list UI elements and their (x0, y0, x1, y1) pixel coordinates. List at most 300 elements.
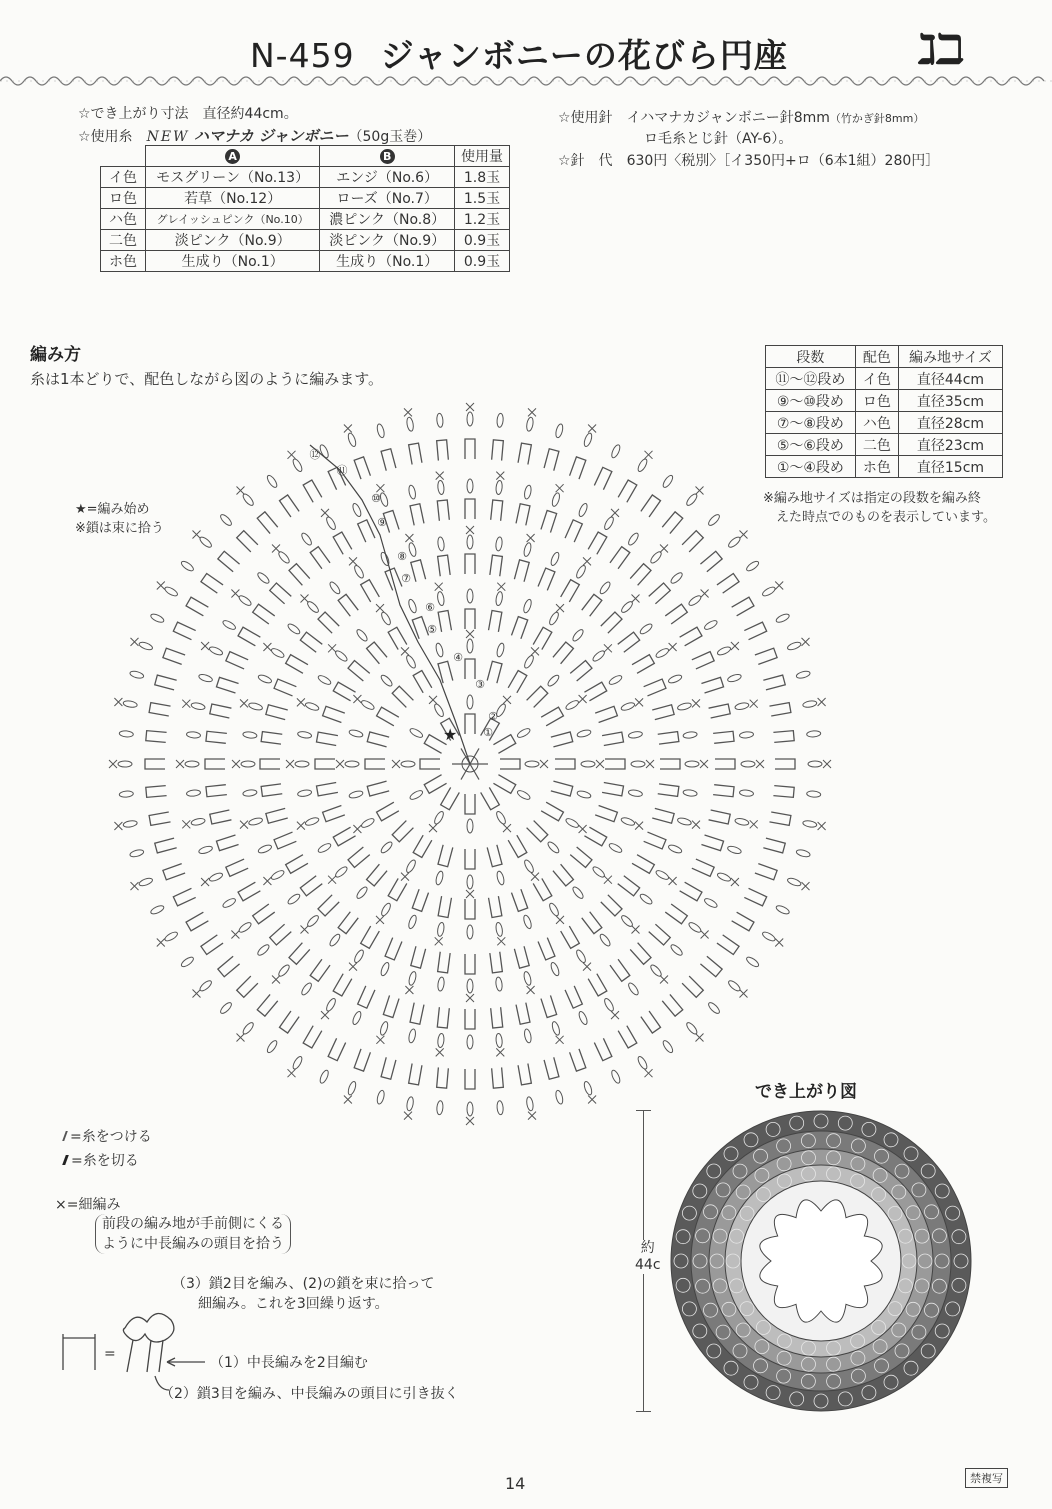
chain-stitch (437, 977, 445, 992)
chain-stitch (548, 611, 560, 626)
chain-stitch (727, 535, 742, 549)
chain-stitch (707, 1001, 721, 1015)
chain-stitch (603, 516, 615, 531)
hdc-stitch (601, 895, 622, 916)
sc-stitch (632, 926, 640, 934)
hdc-stitch (385, 938, 402, 960)
hdc-stitch (300, 876, 322, 896)
chain-stitch (467, 819, 473, 833)
chain-stitch (243, 789, 258, 797)
hdc-stitch (595, 805, 617, 821)
hdc-stitch (365, 759, 385, 769)
chain-stitch (603, 997, 615, 1012)
hdc-stitch (553, 642, 574, 664)
sc-stitch (556, 604, 564, 612)
chain-stitch (317, 674, 332, 686)
hdc-symbol-left (63, 1334, 95, 1370)
chain-stitch (257, 674, 272, 685)
chain-stitch (495, 922, 503, 937)
chain-stitch (353, 949, 365, 964)
hdc-stitch (465, 714, 475, 734)
hdc-stitch (361, 580, 380, 602)
needle-label: ☆使用針 (558, 110, 613, 126)
sc-stitch (193, 531, 201, 539)
hdc-stitch (438, 555, 451, 576)
hdc-stitch (544, 449, 559, 471)
chain-stitch (164, 585, 179, 597)
hdc-stitch (665, 904, 687, 924)
round-label-12: ⑫ (309, 448, 321, 461)
chain-stitch (734, 817, 749, 826)
hdc-stitch (541, 707, 563, 726)
hdc-stitch (538, 938, 555, 960)
needle-1-note: （竹かぎ針8mm） (829, 112, 925, 125)
chain-stitch (669, 571, 683, 585)
sc-stitch (182, 820, 190, 828)
chain-stitch (806, 730, 820, 737)
chain-stitch (550, 961, 561, 976)
chain-stitch (727, 845, 742, 855)
sc-stitch (344, 1096, 352, 1104)
sc-stitch (802, 638, 810, 646)
hdc-stitch (492, 1067, 504, 1088)
hdc-stitch (744, 888, 766, 906)
yarn-info (78, 125, 431, 146)
chain-stitch (677, 817, 692, 826)
hdc-stitch (775, 759, 795, 769)
hdc-stitch (491, 1007, 503, 1028)
legend-step2: （2）鎖3目を編み、中長編みの頭目に引き抜く (160, 1386, 459, 1402)
hdc-stitch (493, 735, 515, 754)
hdc-stitch (682, 976, 703, 997)
hdc-stitch (700, 956, 722, 977)
hdc-stitch (392, 686, 413, 707)
hdc-stitch (713, 785, 734, 797)
chain-stitch (610, 444, 621, 459)
hdc-stitch (361, 926, 380, 948)
hdc-stitch (715, 759, 735, 769)
chain-stitch (325, 516, 337, 531)
price-label: ☆針 代 (558, 153, 613, 169)
chain-stitch (610, 1069, 621, 1084)
hdc-stitch (333, 682, 355, 701)
hdc-stitch (514, 560, 529, 582)
hdc-stitch (570, 661, 592, 682)
hdc-stitch (570, 847, 592, 868)
chain-stitch (248, 817, 263, 826)
hdc-stitch (437, 1007, 449, 1028)
chain-stitch (222, 897, 237, 909)
sc-stitch (579, 825, 587, 833)
page-number: 14 (505, 1474, 526, 1493)
hdc-stitch (511, 617, 527, 639)
chain-stitch (409, 727, 424, 739)
sc-stitch (297, 822, 305, 830)
hdc-stitch (348, 847, 370, 868)
hdc-stitch (333, 827, 355, 846)
chain-stitch (636, 458, 648, 473)
chain-stitch (608, 842, 623, 854)
hdc-stitch (565, 520, 582, 542)
chain-stitch (355, 628, 369, 643)
chain-stitch (591, 865, 606, 879)
sc-stitch (201, 878, 209, 886)
chain-stitch (467, 925, 473, 939)
rounds-table-header: 段数 配色 編み地サイズ (766, 346, 1003, 368)
hdc-stitch (149, 812, 170, 825)
sc-stitch (401, 647, 409, 655)
chain-stitch (348, 790, 363, 799)
chain-stitch (347, 432, 357, 447)
hdc-stitch (700, 551, 722, 572)
hdc-stitch (744, 622, 766, 640)
hdc-stitch (610, 959, 630, 981)
chain-stitch (257, 844, 272, 855)
hdc-stitch (487, 845, 502, 867)
chain-stitch (436, 1100, 443, 1114)
hdc-stitch (701, 835, 723, 851)
hdc-stitch (155, 838, 177, 853)
chain-stitch (287, 622, 302, 635)
chain-stitch (565, 699, 580, 711)
table-row: ⑪～⑫段め イ色 直径44cm (766, 368, 1003, 390)
sc-stitch (109, 760, 117, 768)
hdc-stitch (518, 443, 531, 464)
chain-stitch (435, 870, 444, 885)
hdc-stitch (465, 659, 475, 679)
sc-stitch (466, 630, 474, 638)
hdc-stitch (438, 845, 453, 867)
hdc-stitch (709, 704, 731, 718)
yarn-table-corner (101, 146, 146, 167)
sc-stitch (604, 644, 612, 652)
hdc-stitch (561, 580, 580, 602)
chain-stitch (745, 955, 760, 968)
chain-stitch (345, 761, 359, 767)
sc-stitch (660, 545, 668, 553)
hdc-stitch (641, 495, 661, 517)
sc-stitch (818, 822, 826, 830)
hdc-stitch (541, 802, 563, 821)
chain-stitch (575, 949, 587, 964)
sc-stitch (466, 526, 474, 534)
chain-stitch (219, 1001, 233, 1015)
sc-stitch (404, 408, 412, 416)
sc-stitch (750, 700, 758, 708)
chain-stitch (495, 810, 507, 825)
sc-stitch (376, 604, 384, 612)
hdc-stitch (354, 1049, 370, 1071)
chain-stitch (467, 1102, 473, 1116)
sc-stitch (353, 695, 361, 703)
hdc-stitch (516, 1003, 530, 1025)
chain-stitch (123, 700, 138, 708)
method-heading: 編み方 (30, 345, 81, 365)
hdc-stitch (508, 671, 527, 693)
yarn-brand: ハマナカ ジャンボニー (193, 127, 349, 145)
chain-stitch (129, 849, 144, 858)
sc-stitch (114, 698, 122, 706)
hdc-stitch (206, 785, 227, 797)
round-label-4: ④ (453, 651, 463, 664)
hdc-stitch (489, 610, 502, 631)
chain-stitch (495, 977, 503, 992)
hdc-stitch (437, 500, 449, 521)
chain-stitch (191, 702, 206, 711)
hdc-stitch (465, 1009, 475, 1029)
chain-stitch (408, 971, 417, 986)
chain-stitch (300, 981, 313, 996)
chain-stitch (360, 699, 375, 711)
chain-stitch (467, 695, 473, 709)
chain-stitch (467, 979, 473, 993)
sc-stitch (823, 760, 831, 768)
sc-stitch (435, 583, 443, 591)
needle-1: イハマナカジャンボニー針8mm (626, 110, 830, 126)
chain-stitch (408, 542, 417, 557)
sc-stitch (240, 821, 248, 829)
pattern-title: ジャンボニーの花びら円座 (380, 36, 788, 75)
chain-stitch (317, 842, 332, 854)
sc-stitch (328, 876, 336, 884)
price-info (558, 150, 939, 170)
hdc-stitch (717, 573, 739, 593)
sc-stitch (466, 1117, 474, 1125)
hdc-stitch (424, 775, 446, 794)
hdc-stitch (602, 732, 623, 745)
hdc-stitch (318, 895, 339, 916)
hdc-stitch (237, 976, 258, 997)
hdc-stitch (769, 703, 790, 716)
hdc-stitch (511, 889, 527, 911)
hdc-stitch (338, 594, 358, 616)
legend-cut: =糸を切る (60, 1150, 139, 1172)
hdc-stitch (218, 551, 240, 572)
chain-stitch (198, 979, 213, 993)
chain-stitch (802, 820, 817, 828)
chain-stitch (523, 542, 532, 557)
chain-stitch (334, 649, 349, 663)
hdc-stitch (618, 480, 637, 502)
chain-stitch (661, 474, 674, 489)
hdc-stitch (358, 986, 375, 1008)
hdc-stitch (763, 675, 785, 690)
sc-stitch (157, 939, 165, 947)
chain-stitch (129, 670, 144, 679)
chain-stitch (523, 1028, 532, 1043)
sc-stitch (669, 643, 677, 651)
hdc-stitch (289, 943, 310, 965)
hdc-stitch (286, 655, 308, 674)
hdc-stitch (618, 1026, 637, 1048)
sc-stitch (696, 1034, 704, 1042)
round-label-1: ① (483, 726, 493, 739)
hdc-stitch (644, 832, 666, 849)
chain-stitch (467, 535, 473, 549)
sc-stitch (237, 1034, 245, 1042)
method-text: 糸は1本どりで、配色しながら図のように編みます。 (30, 370, 384, 388)
chain-stitch (639, 892, 654, 905)
hdc-stitch (755, 864, 777, 880)
hdc-stitch (163, 864, 185, 880)
hdc-stitch (713, 731, 734, 743)
sc-stitch (528, 1112, 536, 1120)
sc-stitch (740, 990, 748, 998)
chain-stitch (495, 537, 503, 552)
sc-stitch (201, 642, 209, 650)
sc-stitch (436, 1048, 444, 1056)
chain-stitch (677, 702, 692, 711)
chain-stitch (745, 560, 760, 573)
sc-stitch (401, 873, 409, 881)
chain-stitch (351, 502, 362, 517)
hdc-stitch (238, 627, 260, 646)
hdc-stitch (570, 1049, 586, 1071)
hdc-stitch (205, 759, 225, 769)
hdc-stitch (584, 682, 606, 701)
chain-stitch (347, 1081, 357, 1096)
hdc-stitch (323, 706, 345, 722)
yarn-table (100, 145, 510, 272)
sc-stitch (328, 644, 336, 652)
table-row: ホ色 生成り（No.1） 生成り（No.1） 0.9玉 (101, 251, 510, 272)
sc-stitch (376, 916, 384, 924)
chain-stitch (716, 872, 731, 883)
chain-stitch (685, 492, 699, 507)
chain-stitch (707, 513, 721, 527)
arrow-step1 (167, 1358, 205, 1366)
hdc-stitch (465, 954, 475, 974)
chain-stitch (376, 1090, 385, 1105)
chain-stitch (380, 961, 391, 976)
hdc-stitch (354, 457, 370, 479)
hdc-stitch (367, 781, 389, 796)
chain-stitch (407, 914, 417, 929)
sc-stitch (349, 557, 357, 565)
sc-stitch (466, 994, 474, 1002)
chain-stitch (551, 1021, 561, 1036)
chain-stitch (297, 789, 312, 797)
hdc-stitch (310, 547, 330, 569)
chain-stitch (628, 731, 643, 739)
hdc-stitch (358, 520, 375, 542)
chain-stitch (119, 791, 133, 798)
hdc-stitch (487, 661, 502, 683)
round-label-2: ② (488, 710, 498, 723)
hdc-stitch (492, 440, 504, 461)
sc-stitch (802, 882, 810, 890)
hdc-stitch (238, 882, 260, 901)
hdc-stitch (383, 995, 399, 1017)
hdc-stitch (516, 504, 530, 526)
chain-stitch (576, 790, 591, 799)
hdc-stitch (146, 731, 167, 743)
chain-stitch (636, 1055, 648, 1070)
chain-stitch (608, 674, 623, 686)
sc-stitch (701, 590, 709, 598)
hdc-stitch (649, 583, 671, 604)
table-row: ⑨～⑩段め ロ色 直径35cm (766, 390, 1003, 412)
sc-stitch (740, 531, 748, 539)
sc-stitch (496, 1048, 504, 1056)
chain-stitch (703, 619, 718, 631)
dimension-label-2: 44c (635, 1257, 661, 1273)
chain-stitch (180, 955, 195, 968)
chain-stitch (775, 613, 790, 624)
chain-stitch (186, 731, 201, 738)
chain-stitch (291, 1055, 303, 1070)
chain-stitch (243, 731, 258, 739)
chain-stitch (620, 816, 635, 826)
hdc-stitch (489, 896, 502, 917)
hdc-stitch (381, 449, 396, 471)
chain-stitch (575, 564, 587, 579)
sc-stitch (321, 1011, 329, 1019)
sc-stitch (240, 699, 248, 707)
chain-stitch (571, 628, 585, 643)
hdc-stitch (270, 924, 292, 945)
hdc-stitch (218, 956, 240, 977)
hdc-stitch (388, 878, 407, 900)
sc-note-1: 前段の編み地が手前側にくる (102, 1216, 284, 1232)
hdc-stitch (717, 935, 739, 955)
sc-stitch (376, 484, 384, 492)
chain-stitch (583, 1081, 593, 1096)
hdc-stitch (665, 604, 687, 624)
hdc-stitch (491, 500, 503, 521)
yarn-spec: （50g玉巻） (348, 129, 432, 145)
chain-stitch (523, 971, 532, 986)
finished-illustration (670, 1110, 972, 1412)
chain-stitch (523, 654, 535, 669)
sc-stitch (635, 698, 643, 706)
chain-stitch (295, 761, 309, 767)
hdc-stitch (605, 759, 625, 769)
hdc-stitch (348, 661, 370, 682)
sc-stitch (583, 557, 591, 565)
sc-stitch (231, 931, 239, 939)
chain-stitch (687, 594, 702, 607)
hdc-stitch (644, 679, 666, 696)
chain-stitch (628, 789, 643, 797)
chain-stitch (291, 458, 303, 473)
chain-stitch (739, 731, 754, 738)
hdc-stitch (411, 560, 426, 582)
sc-stitch (157, 582, 165, 590)
attach-icon (62, 1131, 68, 1141)
sc-stitch (531, 647, 539, 655)
hdc-stitch (163, 648, 185, 664)
hdc-stitch (323, 805, 345, 821)
chain-loops (123, 1313, 174, 1342)
hdc-stitch (274, 679, 296, 696)
dimension-label-1: 約 (640, 1240, 655, 1256)
sc-stitch (588, 1096, 596, 1104)
legend-step1: （1）中長編みを2目編む (210, 1355, 368, 1371)
hdc-stitch (410, 1003, 424, 1025)
hdc-stitch (260, 759, 280, 769)
chain-stitch (806, 791, 820, 798)
hdc-stitch (286, 855, 308, 874)
hdc-stitch (253, 604, 275, 624)
chain-stitch (555, 423, 564, 438)
chain-stitch (198, 535, 213, 549)
finished-rings (671, 1111, 971, 1411)
rounds-note-1: ※編み地サイズは指定の段数を編み終 (763, 491, 981, 506)
chain-stitch (437, 537, 445, 552)
chain-stitch (787, 641, 802, 651)
sc-stitch (645, 451, 653, 459)
